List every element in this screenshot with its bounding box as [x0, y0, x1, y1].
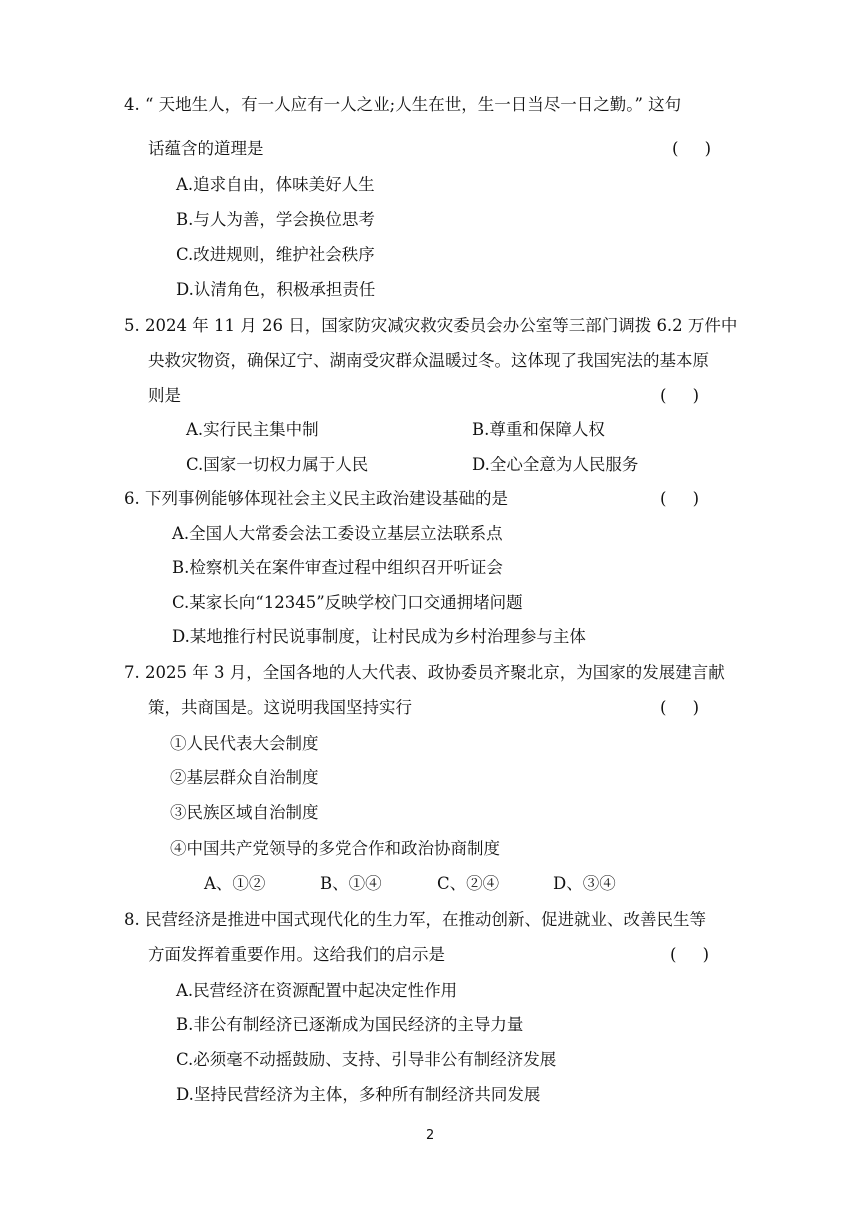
- q4-answer-paren: ( ): [672, 139, 712, 158]
- q6-option-b: B.检察机关在案件审查过程中组织召开听证会: [172, 558, 503, 577]
- q7-item-4: ④中国共产党领导的多党合作和政治协商制度: [170, 839, 500, 858]
- q7-stem-line-1: 7. 2025 年 3 月，全国各地的人大代表、政协委员齐聚北京，为国家的发展建言献: [124, 663, 725, 682]
- q8-option-a: A.民营经济在资源配置中起决定性作用: [176, 981, 458, 1000]
- q4-option-b: B.与人为善，学会换位思考: [176, 210, 375, 229]
- q7-item-3: ③民族区域自治制度: [170, 803, 319, 822]
- q8-answer-paren: ( ): [670, 945, 710, 964]
- q6-option-d: D.某地推行村民说事制度，让村民成为乡村治理参与主体: [172, 627, 586, 646]
- q7-option-b: B、①④: [320, 874, 382, 893]
- q4-stem-line-2: 话蕴含的道理是: [148, 139, 264, 158]
- q8-stem-line-1: 8. 民营经济是推进中国式现代化的生力军，在推动创新、促进就业、改善民生等: [124, 910, 706, 929]
- q6-option-c: C.某家长向“12345”反映学校门口交通拥堵问题: [172, 593, 523, 612]
- q6-option-a: A.全国人大常委会法工委设立基层立法联系点: [172, 524, 503, 543]
- q7-stem-line-2: 策，共商国是。这说明我国坚持实行: [148, 698, 412, 717]
- q6-answer-paren: ( ): [660, 489, 700, 508]
- q5-option-c: C.国家一切权力属于人民: [186, 455, 369, 474]
- q4-option-d: D.认清角色，积极承担责任: [176, 280, 376, 299]
- page-number: 2: [426, 1128, 435, 1143]
- q4-stem-line-1: 4. “ 天地生人，有一人应有一人之业;人生在世，生一日当尽一日之勤。” 这句: [124, 95, 682, 114]
- q4-option-a: A.追求自由，体味美好人生: [176, 175, 375, 194]
- q7-option-d: D、③④: [553, 874, 616, 893]
- q5-stem-line-3: 则是: [148, 386, 181, 405]
- q7-option-a: A、①②: [204, 874, 266, 893]
- q7-option-c: C、②④: [437, 874, 500, 893]
- q8-option-b: B.非公有制经济已逐渐成为国民经济的主导力量: [176, 1015, 524, 1034]
- q5-option-a: A.实行民主集中制: [186, 420, 319, 439]
- q5-option-b: B.尊重和保障人权: [472, 420, 605, 439]
- q8-stem-line-2: 方面发挥着重要作用。这给我们的启示是: [148, 945, 445, 964]
- q6-stem-line-1: 6. 下列事例能够体现社会主义民主政治建设基础的是: [124, 489, 508, 508]
- q7-item-2: ②基层群众自治制度: [170, 768, 319, 787]
- q7-answer-paren: ( ): [660, 698, 700, 717]
- q8-option-c: C.必须毫不动摇鼓励、支持、引导非公有制经济发展: [176, 1050, 557, 1069]
- q5-option-d: D.全心全意为人民服务: [472, 455, 639, 474]
- q5-stem-line-1: 5. 2024 年 11 月 26 日，国家防灾减灾救灾委员会办公室等三部门调拨 6.2 万件中: [124, 316, 738, 335]
- q7-item-1: ①人民代表大会制度: [170, 734, 319, 753]
- q4-option-c: C.改进规则，维护社会秩序: [176, 245, 375, 264]
- q5-answer-paren: ( ): [660, 386, 700, 405]
- q8-option-d: D.坚持民营经济为主体，多种所有制经济共同发展: [176, 1085, 541, 1104]
- q5-stem-line-2: 央救灾物资，确保辽宁、湖南受灾群众温暖过冬。这体现了我国宪法的基本原: [148, 351, 709, 370]
